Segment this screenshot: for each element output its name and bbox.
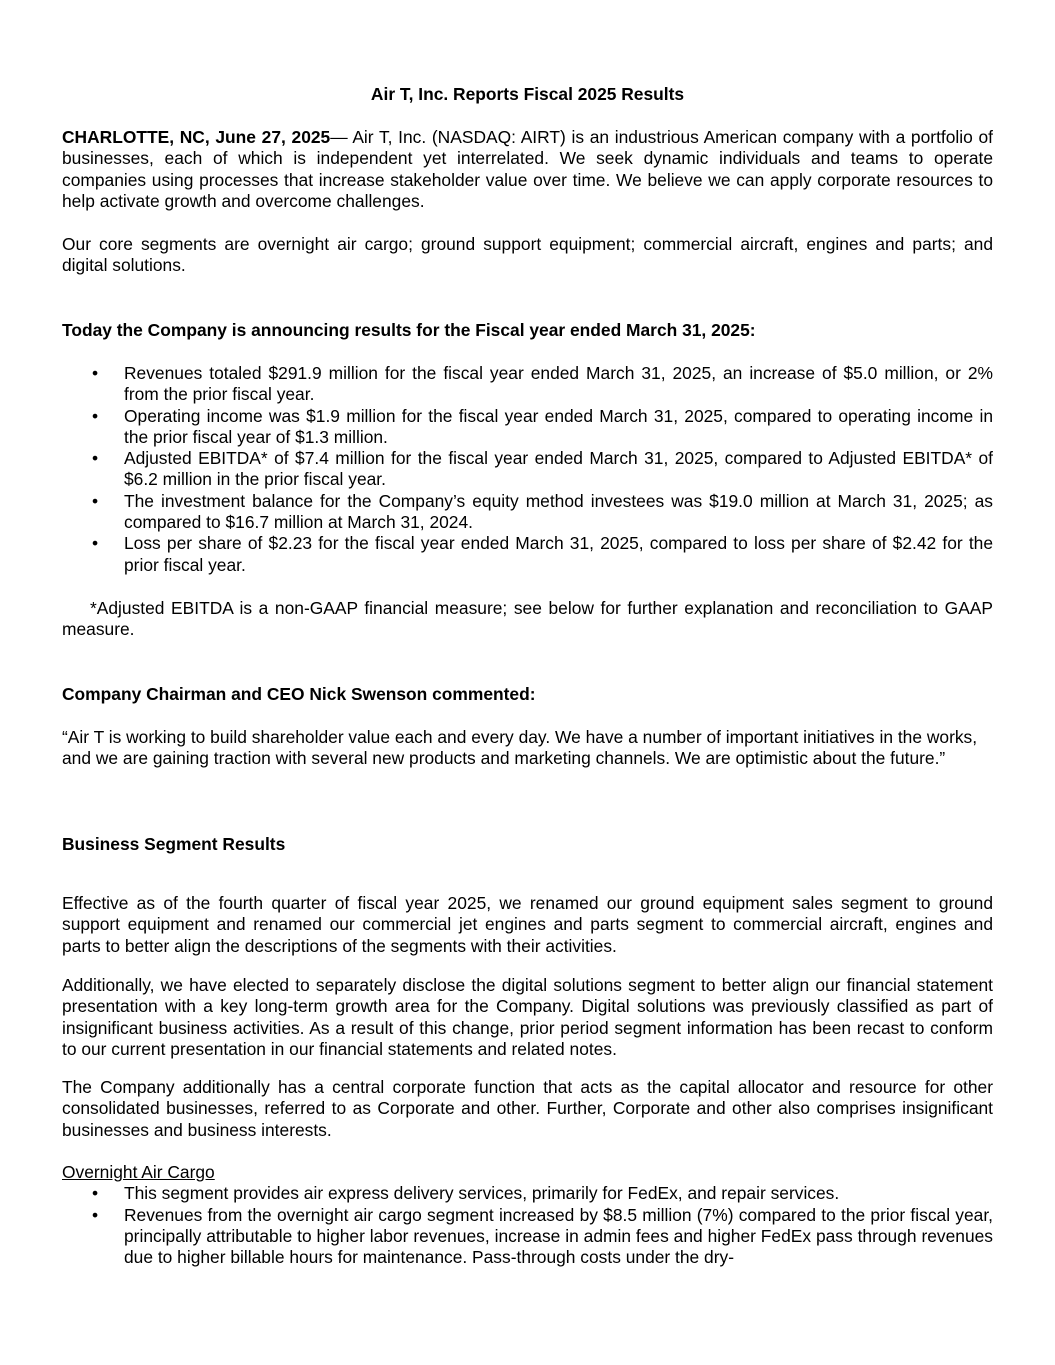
overnight-air-cargo-bullet-list [62, 1183, 993, 1268]
core-segments-paragraph: Our core segments are overnight air cargo; ground support equipment; commercial aircraft, engines and parts; and digital solutions. [62, 234, 993, 276]
segment-paragraph-digital-solutions: Additionally, we have elected to separately disclose the digital solutions segment to better align our financial statement presentation with a key long-term growth area for the Company. Digital solutions was previously classified as part of insignificant business activities. As a result of this change, prior period segment information has been recast to conform to our current presentation in our financial statements and related notes. [62, 975, 993, 1059]
segment-results-heading: Business Segment Results [62, 834, 286, 854]
intro-paragraph [62, 127, 993, 212]
overnight-air-cargo-heading: Overnight Air Cargo [62, 1162, 215, 1182]
segment-paragraph-renaming: Effective as of the fourth quarter of fiscal year 2025, we renamed our ground equipment sales segment to ground support equipment and renamed our commercial jet engines and parts segment to commercial aircraft, engines and parts to better align the descriptions of the segments with their activities. [62, 893, 993, 956]
results-bullet-loss-per-share: • Loss per share of $2.23 for the fiscal year ended March 31, 2025, compared to loss per share of $2.42 for the prior fiscal year. [62, 533, 993, 576]
results-bullet-list [62, 363, 993, 576]
intro-text: — Air T, Inc. (NASDAQ: AIRT) is an industrious American company with a portfolio of businesses, each of which is independent yet interrelated. We seek dynamic individuals and teams to operate companies using processes that increase stakeholder value over time. We believe we can apply corporate resources to help activate growth and overcome challenges. [62, 127, 993, 211]
ceo-quote: “Air T is working to build shareholder value each and every day. We have a number of important initiatives in the works, and we are gaining traction with several new products and marketing channels. We are optimistic about the future.” [62, 727, 978, 769]
results-bullet-operating-income: • Operating income was $1.9 million for the fiscal year ended March 31, 2025, compared to operating income in the prior fiscal year of $1.3 million. [62, 406, 993, 449]
results-bullet-investment-balance: • The investment balance for the Company’s equity method investees was $19.0 million at March 31, 2025; as compared to $16.7 million at March 31, 2024. [62, 491, 993, 534]
ebitda-footnote: *Adjusted EBITDA is a non-GAAP financial measure; see below for further explanation and reconciliation to GAAP measure. [62, 598, 993, 640]
overnight-air-cargo-bullet-revenues: • Revenues from the overnight air cargo segment increased by $8.5 million (7%) compared to the prior fiscal year, principally attributable to higher labor revenues, increase in admin fees and higher FedEx pass through revenues due to higher billable hours for maintenance. Pass-through costs under the dry- [62, 1205, 993, 1269]
dateline: CHARLOTTE, NC, June 27, 2025 [62, 127, 331, 147]
results-bullet-adjusted-ebitda: • Adjusted EBITDA* of $7.4 million for the fiscal year ended March 31, 2025, compared to Adjusted EBITDA* of $6.2 million in the prior fiscal year. [62, 448, 993, 491]
results-heading: Today the Company is announcing results for the Fiscal year ended March 31, 2025: [62, 320, 756, 340]
ceo-heading: Company Chairman and CEO Nick Swenson commented: [62, 684, 536, 704]
segment-paragraph-corporate: The Company additionally has a central corporate function that acts as the capital allocator and resource for other consolidated businesses, referred to as Corporate and other. Further, Corporate and other also comprises insignificant businesses and business interests. [62, 1077, 993, 1140]
overnight-air-cargo-section [62, 1162, 993, 1268]
results-bullet-revenues: • Revenues totaled $291.9 million for the fiscal year ended March 31, 2025, an increase of $5.0 million, or 2% from the prior fiscal year. [62, 363, 993, 406]
overnight-air-cargo-bullet-description: • This segment provides air express delivery services, primarily for FedEx, and repair services. [62, 1183, 993, 1204]
document-title: Air T, Inc. Reports Fiscal 2025 Results [370, 84, 685, 104]
